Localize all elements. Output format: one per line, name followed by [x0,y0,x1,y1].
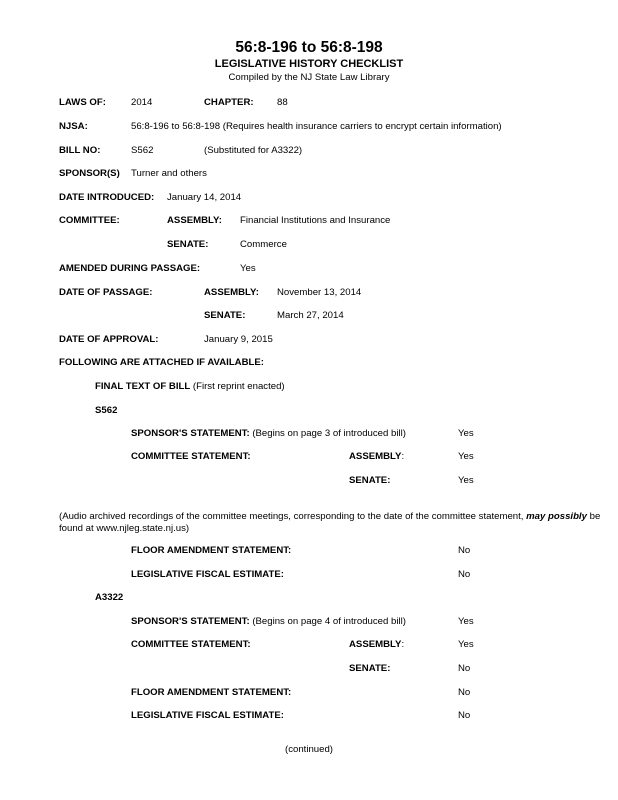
attached-label: FOLLOWING ARE ATTACHED IF AVAILABLE: [59,357,264,368]
committee-senate-label: SENATE: [167,239,209,250]
approval-label: DATE OF APPROVAL: [59,334,159,345]
passage-assembly-label: ASSEMBLY: [204,287,259,298]
laws-of-label: LAWS OF: [59,97,106,108]
a3322-assembly-value: Yes [458,639,474,650]
njsa-label: NJSA: [59,121,88,132]
final-text-note: (First reprint enacted) [190,381,285,392]
s562-sponsor-label: SPONSOR'S STATEMENT: [131,428,250,439]
audio-note-before: (Audio archived recordings of the committee meetings, corresponding to the date of the committee statement, [59,511,527,522]
amended-label: AMENDED DURING PASSAGE: [59,263,201,274]
s562-floor-value: No [458,545,471,556]
committee-assembly-value: Financial Institutions and Insurance [240,215,391,226]
s562-floor-label: FLOOR AMENDMENT STATEMENT: [131,545,292,556]
committee-assembly-label: ASSEMBLY: [167,215,222,226]
date-introduced-value: January 14, 2014 [167,192,242,203]
a3322-fiscal-label: LEGISLATIVE FISCAL ESTIMATE: [131,710,284,721]
s562-senate-label: SENATE: [349,475,391,486]
s562-sponsor-value: Yes [458,428,474,439]
laws-of-value: 2014 [131,97,153,108]
sponsors-value: Turner and others [131,168,207,179]
sponsors-label: SPONSOR(S) [59,168,120,179]
a3322-sponsor-value: Yes [458,616,474,627]
a3322-senate-label: SENATE: [349,663,391,674]
page-subtitle: LEGISLATIVE HISTORY CHECKLIST [214,58,404,70]
s562-assembly-colon: : [401,451,405,462]
audio-note-after: be found at www.njleg.state.nj.us) [59,511,601,534]
a3322-assembly-line [349,640,404,650]
a3322-committee-label: COMMITTEE STATEMENT: [131,639,251,650]
passage-senate-label: SENATE: [204,310,246,321]
chapter-value: 88 [277,97,288,108]
a3322-senate-value: No [458,663,471,674]
s562-committee-label: COMMITTEE STATEMENT: [131,451,251,462]
a3322-sponsor-label: SPONSOR'S STATEMENT: [131,616,250,627]
s562-sponsor-line [131,429,406,439]
a3322-fiscal-value: No [458,710,471,721]
s562-label: S562 [95,405,118,416]
a3322-floor-value: No [458,687,471,698]
s562-assembly-value: Yes [458,451,474,462]
s562-assembly-label: ASSEMBLY [349,451,402,462]
final-text-label: FINAL TEXT OF BILL [95,381,191,392]
bill-no-value: S562 [131,145,154,156]
approval-value: January 9, 2015 [204,334,273,345]
a3322-sponsor-note: (Begins on page 4 of introduced bill) [249,616,406,627]
audio-note-emphasis: may possibly [526,511,587,522]
final-text-line [95,382,285,392]
a3322-label: A3322 [95,592,124,603]
bill-no-label: BILL NO: [59,145,101,156]
continued-footer: (continued) [285,744,333,755]
amended-value: Yes [240,263,256,274]
s562-senate-value: Yes [458,475,474,486]
s562-sponsor-note: (Begins on page 3 of introduced bill) [249,428,406,439]
a3322-floor-label: FLOOR AMENDMENT STATEMENT: [131,687,292,698]
page-title: 56:8-196 to 56:8-198 [235,39,383,56]
a3322-assembly-colon: : [401,639,405,650]
committee-label: COMMITTEE: [59,215,120,226]
committee-senate-value: Commerce [240,239,287,250]
bill-no-note: (Substituted for A3322) [204,145,303,156]
compiled-by: Compiled by the NJ State Law Library [228,72,390,83]
passage-assembly-value: November 13, 2014 [277,287,362,298]
a3322-sponsor-line [131,617,406,627]
chapter-label: CHAPTER: [204,97,254,108]
s562-fiscal-label: LEGISLATIVE FISCAL ESTIMATE: [131,569,284,580]
s562-assembly-line [349,452,404,462]
a3322-assembly-label: ASSEMBLY [349,639,402,650]
audio-archive-note [59,511,609,535]
date-introduced-label: DATE INTRODUCED: [59,192,155,203]
passage-label: DATE OF PASSAGE: [59,287,153,298]
passage-senate-value: March 27, 2014 [277,310,344,321]
njsa-value: 56:8-196 to 56:8-198 (Requires health insurance carriers to encrypt certain information) [131,121,502,132]
s562-fiscal-value: No [458,569,471,580]
